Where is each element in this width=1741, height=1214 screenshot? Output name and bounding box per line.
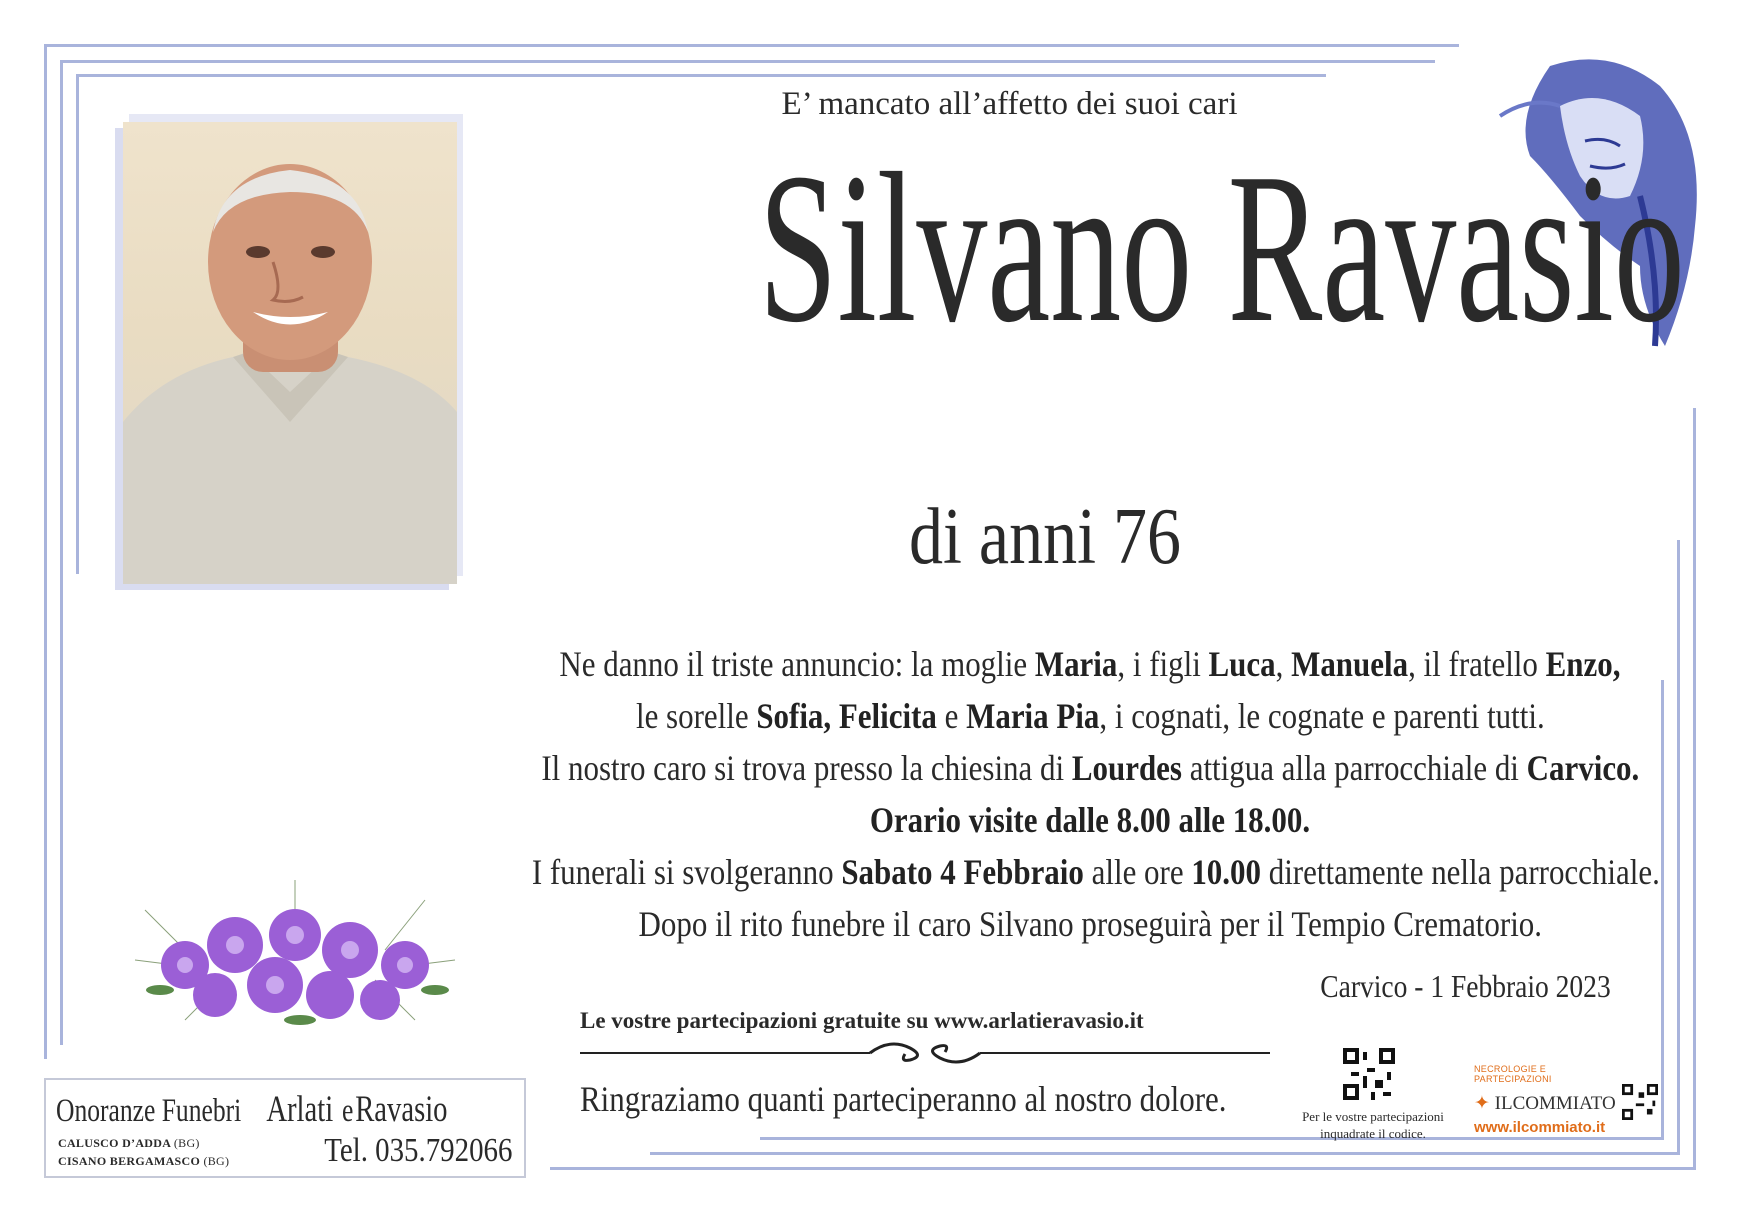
announcement-line: Orario visite dalle 8.00 alle 18.00. — [869, 800, 1311, 840]
place-date: Carvico - 1 Febbraio 2023 — [1320, 968, 1611, 1004]
border-bottom-outer — [550, 1167, 1696, 1170]
announcement-line: I funerali si svolgeranno Sabato 4 Febbraio alle ore 10.00 direttamente nella parrocchiale. — [531, 852, 1660, 892]
location-2: CISANO BERGAMASCO (BG) — [58, 1154, 230, 1168]
commiato-bird-icon: ✦ — [1474, 1093, 1490, 1114]
portrait-photo — [123, 122, 457, 584]
deceased-name: Silvano Ravasio — [758, 128, 1685, 367]
announcement — [440, 638, 1740, 950]
border-left-inner — [76, 74, 79, 574]
qr-note: Per le vostre partecipazioni inquadrate il codice. — [1302, 1109, 1444, 1141]
flowers-decoration — [125, 870, 465, 1050]
border-left-outer — [44, 44, 47, 1059]
border-bottom-inner — [760, 1137, 1664, 1140]
border-bottom-mid — [650, 1152, 1680, 1155]
commiato-logo: NECROLOGIE E PARTECIPAZIONI ✦ ILCOMMIATO www.ilcommiato.it — [1474, 1064, 1616, 1136]
thanks-text: Ringraziamo quanti parteciperanno al nostro dolore. — [580, 1079, 1227, 1119]
location-1: CALUSCO D’ADDA (BG) — [58, 1136, 200, 1150]
participation-note: Le vostre partecipazioni gratuite su www.arlatieravasio.it — [580, 1008, 1144, 1033]
phone-number: Tel. 035.792066 — [323, 1132, 512, 1169]
commiato-qr-icon — [1622, 1084, 1658, 1120]
qr-code-icon — [1343, 1048, 1395, 1100]
border-top-outer — [44, 44, 1459, 47]
border-top-inner — [76, 74, 1326, 77]
announcement-line: Il nostro caro si trova presso la chiesina di Lourdes attigua alla parrocchiale di Carvico. — [541, 748, 1639, 788]
announcement-line: le sorelle Sofia, Felicita e Maria Pia, i cognati, le cognate e parenti tutti. — [635, 696, 1545, 736]
flourish-divider — [580, 1036, 1270, 1070]
border-left-mid — [60, 60, 63, 1045]
age-label: di anni 76 — [909, 493, 1181, 581]
announcement-line: Ne danno il triste annuncio: la moglie Maria, i figli Luca, Manuela, il fratello Enzo, — [559, 644, 1621, 684]
funeral-home-name: Onoranze FunebriArlatieRavasio — [56, 1089, 448, 1130]
intro-text: E’ mancato all’affetto dei suoi cari — [781, 86, 1238, 122]
border-top-mid — [60, 60, 1435, 63]
announcement-line: Dopo il rito funebre il caro Silvano proseguirà per il Tempio Crematorio. — [638, 904, 1542, 944]
funeral-home-box — [44, 1078, 526, 1178]
